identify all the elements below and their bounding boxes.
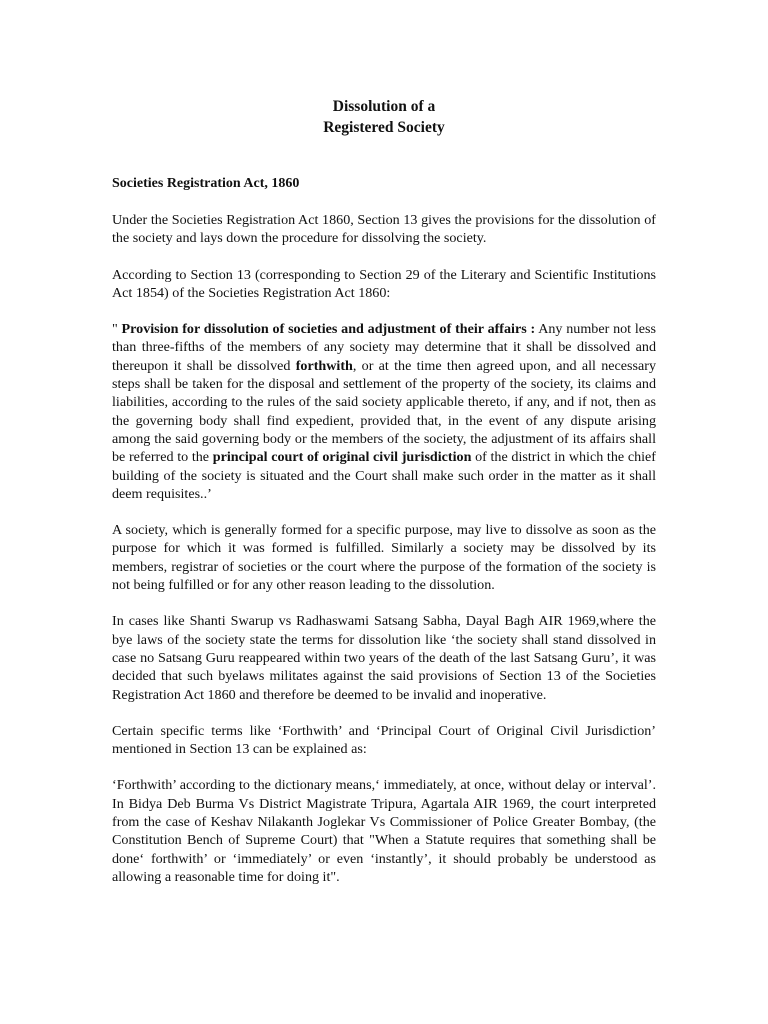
provision-text-3: of the district in which the chief building of the society is situated and the Court shall make such order in the matter as it shall deem requisites..’ [112, 449, 656, 502]
quote-open: " [112, 321, 122, 338]
provision-text-2: , or at the time then agreed upon, and all necessary steps shall be taken for the disposal and settlement of the property of the society, its claims and liabilities, according to the rules of the said society applicable thereto, if any, and if not, then as the governing body shall find expedient, provided that, in the event of any dispute arising among the said governing body or the members of the society, the adjustment of its affairs shall be referred to the [112, 357, 656, 466]
paragraph-specific-terms: Certain specific terms like ‘Forthwith’ and ‘Principal Court of Original Civil Jurisdiction’ mentioned in Section 13 can be explained as: [112, 722, 656, 758]
provision-heading: Provision for dissolution of societies and adjustment of their affairs : [121, 321, 536, 338]
provision-text-1: Any number not less than three-fifths of the members of any society may determine that it shall be dissolved and thereupon it shall be dissolved [112, 321, 657, 374]
paragraph-forthwith-meaning: ‘Forthwith’ according to the dictionary means,‘ immediately, at once, without delay or interval’. In Bidya Deb Burma Vs District Magistrate Tripura, Agartala AIR 1969, the court interpreted from the case of Keshav Nilakanth Joglekar Vs Commissioner of Police Greater Bombay, (the Constitution Bench of Supreme Court) that "When a Statute requires that something shall be done‘ forthwith’ or ‘immediately’ or even ‘instantly’, it should probably be understood as allowing a reasonable time for doing it". [112, 777, 656, 885]
section-heading: Societies Registration Act, 1860 [112, 176, 300, 191]
paragraph-society-purpose: A society, which is generally formed for a specific purpose, may live to dissolve as soon as the purpose for which it was formed is fulfilled. Similarly a society may be dissolved by its members, registrar of societies or the court where the purpose of the formation of the society is not being fulfilled or for any other reason leading to the dissolution. [112, 522, 656, 594]
document-title [112, 96, 656, 138]
provision-court: principal court of original civil jurisdiction [212, 449, 472, 466]
title-line-2: Registered Society [323, 119, 445, 136]
title-line-1: Dissolution of a [332, 98, 436, 115]
paragraph-case-law: In cases like Shanti Swarup vs Radhaswami Satsang Sabha, Dayal Bagh AIR 1969,where the bye laws of the society state the terms for dissolution like ‘the society shall stand dissolved in case no Satsang Guru reappeared within two years of the death of the last Satsang Guru’, it was decided that such byelaws militates against the said provisions of Section 13 of the Societies Registration Act 1860 and therefore be deemed to be invalid and inoperative. [112, 613, 656, 703]
provision-forthwith: forthwith [295, 357, 353, 374]
paragraph-section-reference: According to Section 13 (corresponding to Section 29 of the Literary and Scientific Institutions Act 1854) of the Societies Registration Act 1860: [112, 266, 656, 301]
quoted-provision [112, 320, 656, 503]
paragraph-intro: Under the Societies Registration Act 1860, Section 13 gives the provisions for the dissolution of the society and lays down the procedure for dissolving the society. [112, 212, 656, 247]
